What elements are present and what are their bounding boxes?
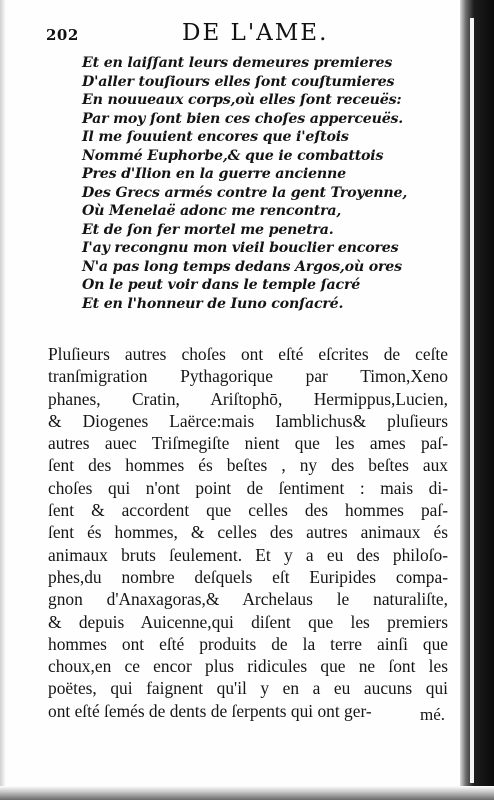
- prose-line: ſent és hommes, & celles des autres animaux és: [48, 522, 448, 543]
- verse-line: Et de ſon fer mortel me penetra.: [82, 221, 334, 238]
- prose-line: Pluſieurs autres choſes ont eſté eſcrites de ceſte: [48, 344, 448, 364]
- verse-line: Et en laiſſant leurs demeures premieres: [82, 55, 393, 71]
- page-header: [46, 20, 456, 50]
- prose-line: phes,du nombre deſquels eſt Euripides compa-: [48, 566, 448, 587]
- prose-paragraph: [48, 343, 448, 722]
- verse-line: Où Menelaë adonc me rencontra,: [82, 203, 342, 219]
- prose-line: phanes, Cratin, Ariſtophō, Hermippus,Lucien,: [48, 388, 448, 409]
- catchword: mé.: [420, 705, 446, 724]
- verse-line: En nouueaux corps,où elles ſont receuës:: [82, 92, 402, 108]
- page-bottom-shadow: [0, 786, 494, 800]
- prose-line: hommes ont eſté produits de la terre ainſi que: [48, 633, 448, 654]
- prose-line: tranſmigration Pythagorique par Timon,Xeno: [48, 366, 448, 387]
- verse-line: Il me ſouuient encores que i'eſtois: [82, 129, 349, 145]
- prose-line: gnon d'Anaxagoras,& Archelaus le naturaliſte,: [48, 589, 448, 610]
- prose-line: & depuis Auicenne,qui diſent que les premiers: [48, 611, 448, 632]
- page-edge-strip: [470, 18, 474, 783]
- verse-line: D'aller touſiours elles ſont couſtumieres: [82, 73, 395, 90]
- prose-line: animaux bruts ſeulement. Et y a eu des philoſo-: [48, 544, 448, 565]
- page-number: 202: [46, 26, 79, 44]
- prose-line: ſent & accordent que celles des hommes paſ-: [48, 500, 448, 521]
- prose-line: poëtes, qui faignent qu'il y en a eu aucuns qui: [48, 678, 448, 699]
- page-binding-shadow: [460, 0, 494, 800]
- verse-line: Pres d'Ilion en la guerre ancienne: [82, 166, 346, 182]
- prose-line: autres auec Triſmegiſte nient que les ames paſ-: [48, 433, 448, 454]
- prose-line: choſes qui n'ont point de ſentiment : mais di-: [48, 477, 448, 498]
- prose-line: choux,en ce encor plus ridicules que ne ſont les: [48, 656, 448, 677]
- running-title: DE L'AME.: [182, 20, 329, 46]
- verse-line: On le peut voir dans le temple ſacré: [82, 277, 361, 293]
- prose-line: ſent des hommes és beſtes , ny des beſtes aux: [48, 455, 448, 476]
- page-left-edge: [0, 0, 6, 800]
- verse-line: Nommé Euphorbe,& que ie combattois: [82, 147, 384, 164]
- verse-line: N'a pas long temps dedans Argos,où ores: [82, 258, 402, 275]
- verse-block: [82, 54, 422, 313]
- verse-line: I'ay recongnu mon vieil bouclier encores: [82, 240, 399, 256]
- verse-line: Des Grecs armés contre la gent Troyenne,: [82, 184, 408, 201]
- prose-line: & Diogenes Laërce:mais Iamblichus& pluſieurs: [48, 410, 448, 431]
- verse-line: Par moy ſont bien ces choſes apperceuës.: [82, 110, 404, 127]
- verse-line: Et en l'honneur de Iuno conſacré.: [82, 295, 344, 312]
- prose-line: ont eſté ſemés de dents de ſerpents qui ont ger-: [48, 700, 372, 721]
